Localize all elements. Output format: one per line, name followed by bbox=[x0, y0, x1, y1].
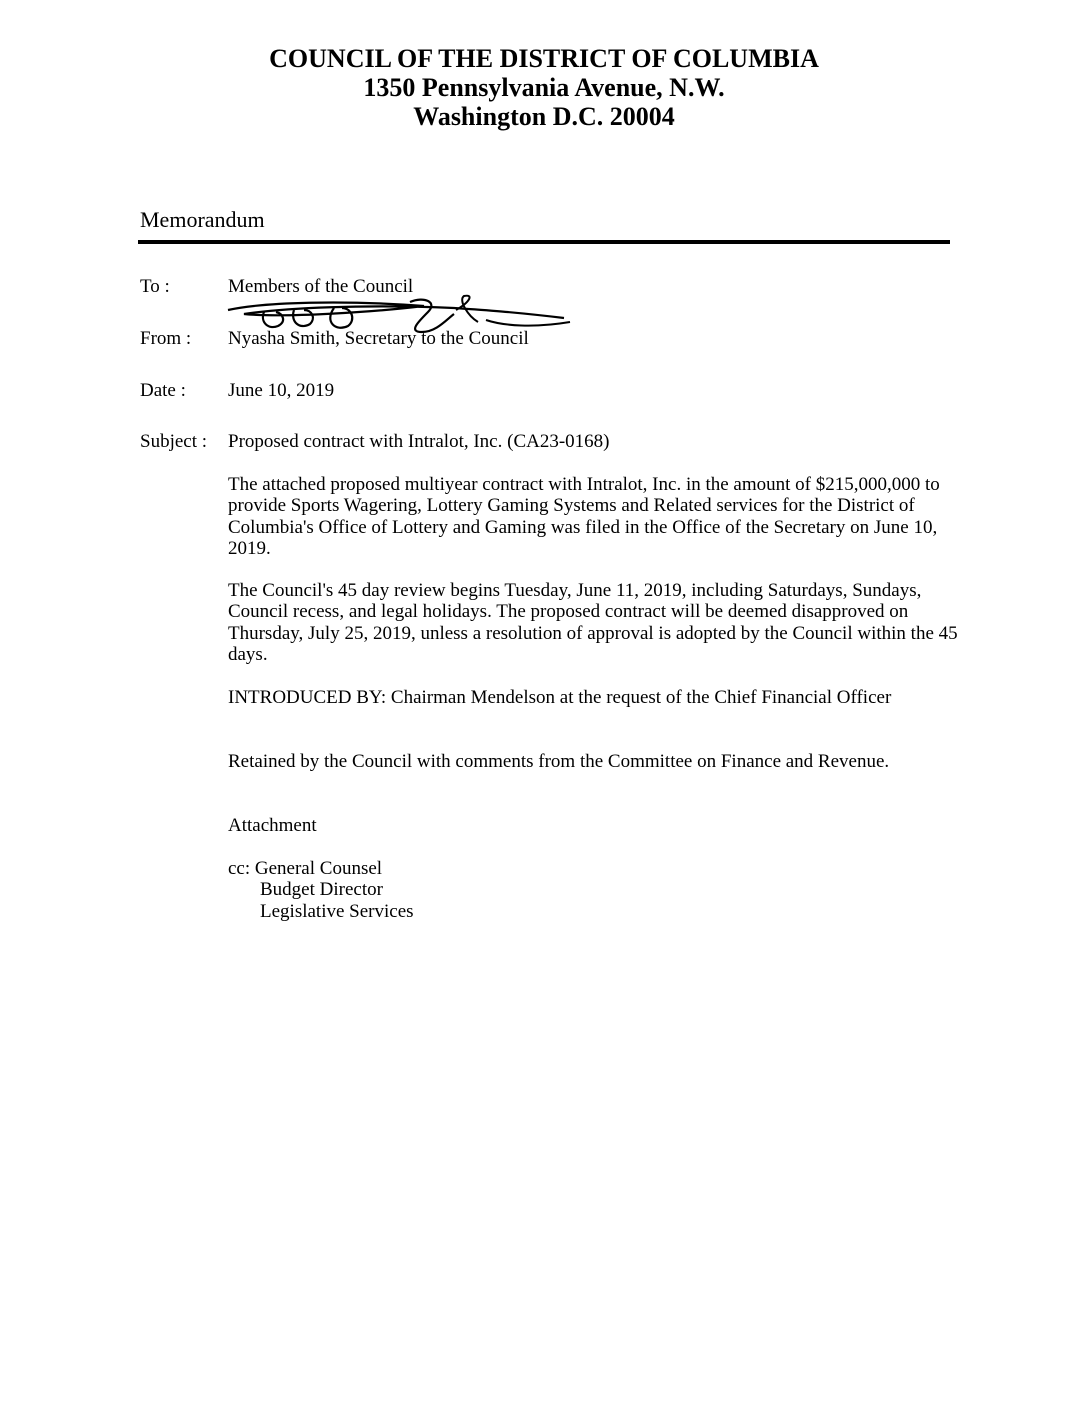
letterhead-street: 1350 Pennsylvania Avenue, N.W. bbox=[363, 73, 725, 102]
attachment-note: Attachment bbox=[228, 815, 317, 836]
subject-value: Proposed contract with Intralot, Inc. (CA23-0168) bbox=[228, 431, 610, 452]
letterhead-city: Washington D.C. 20004 bbox=[413, 102, 675, 131]
date-value: June 10, 2019 bbox=[228, 380, 335, 401]
cc-recipient: Legislative Services bbox=[260, 900, 414, 922]
header-divider bbox=[138, 240, 950, 244]
letterhead-organization: COUNCIL OF THE DISTRICT OF COLUMBIA bbox=[269, 44, 819, 73]
subject-label: Subject : bbox=[140, 431, 208, 452]
review-paragraph: The Council's 45 day review begins Tuesday, June 11, 2019, including Saturdays, Sundays, Council recess, and legal holidays. The proposed contract will be deemed disapproved on Thursday, July 25, 2019, unless a resolution of approval is adopted by the Council within the 45 days. bbox=[228, 580, 958, 665]
letterhead bbox=[0, 44, 1088, 131]
memo-title: Memorandum bbox=[140, 207, 265, 232]
cc-first-recipient: cc: General Counsel bbox=[228, 858, 383, 879]
cc-list bbox=[228, 858, 414, 922]
date-label: Date : bbox=[140, 380, 186, 401]
to-value: Members of the Council bbox=[228, 276, 414, 297]
retained-paragraph: Retained by the Council with comments from the Committee on Finance and Revenue. bbox=[228, 751, 890, 772]
filing-paragraph: The attached proposed multiyear contract with Intralot, Inc. in the amount of $215,000,000 to provide Sports Wagering, Lottery Gaming Systems and Related services for the District of Columbia's Office of Lottery and Gaming was filed in the Office of the Secretary on June 10, 2019. bbox=[228, 474, 940, 559]
introduced-by-paragraph: INTRODUCED BY: Chairman Mendelson at the request of the Chief Financial Officer bbox=[228, 687, 892, 708]
from-label: From : bbox=[140, 328, 192, 349]
to-label: To : bbox=[140, 276, 170, 297]
cc-recipient: Budget Director bbox=[260, 879, 383, 901]
from-value: Nyasha Smith, Secretary to the Council bbox=[228, 328, 529, 349]
